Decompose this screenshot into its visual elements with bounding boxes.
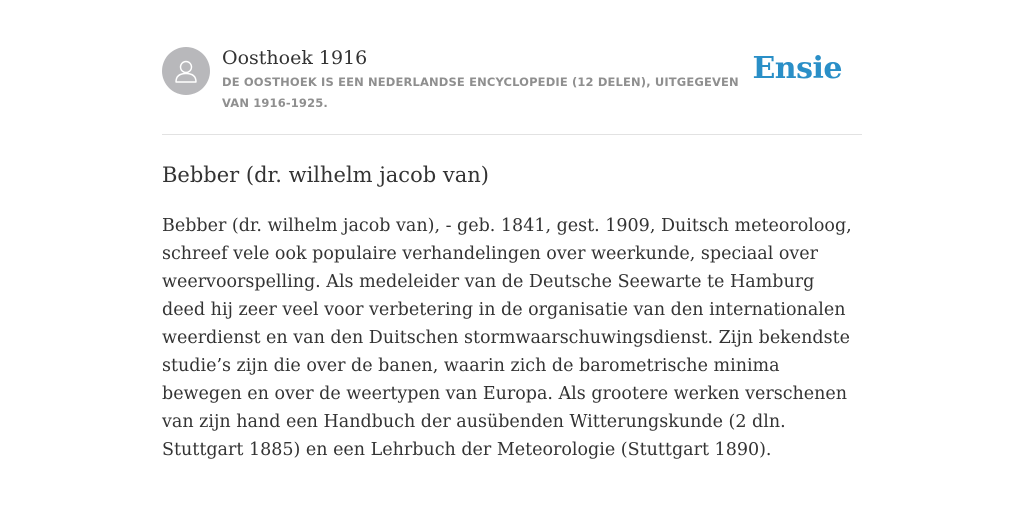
article-card [162,0,862,460]
source-header [162,0,862,135]
source-description: DE OOSTHOEK IS EEN NEDERLANDSE ENCYCLOPEDIE (12 DELEN), UITGEGEVEN VAN 1916-1925. [222,75,739,110]
user-icon [172,57,200,85]
avatar[interactable] [162,47,210,95]
article-title: Bebber (dr. wilhelm jacob van) [162,163,489,187]
article-body: Bebber (dr. wilhelm jacob van), - geb. 1841, gest. 1909, Duitsch meteoroloog, schreef vele ook populaire verhandelingen over weerkunde, speciaal over weervoorspelling. Als medeleider van de Deutsche Seewarte te Hamburg deed hij zeer veel voor verbetering in de organisatie van den internationalen weerdienst en van den Duitschen stormwaarschuwingsdienst. Zijn bekendste studie’s zijn die over de banen, waarin zich de barometrische minima bewegen en over de weertypen van Europa. Als grootere werken verschenen van zijn hand een Handbuch der ausübenden Witterungskunde (2 dln. Stuttgart 1885) en een Lehrbuch der Meteorologie (Stuttgart 1890). [162,216,852,460]
ensie-logo[interactable]: Ensie [752,51,842,86]
source-name[interactable]: Oosthoek 1916 [222,47,368,69]
